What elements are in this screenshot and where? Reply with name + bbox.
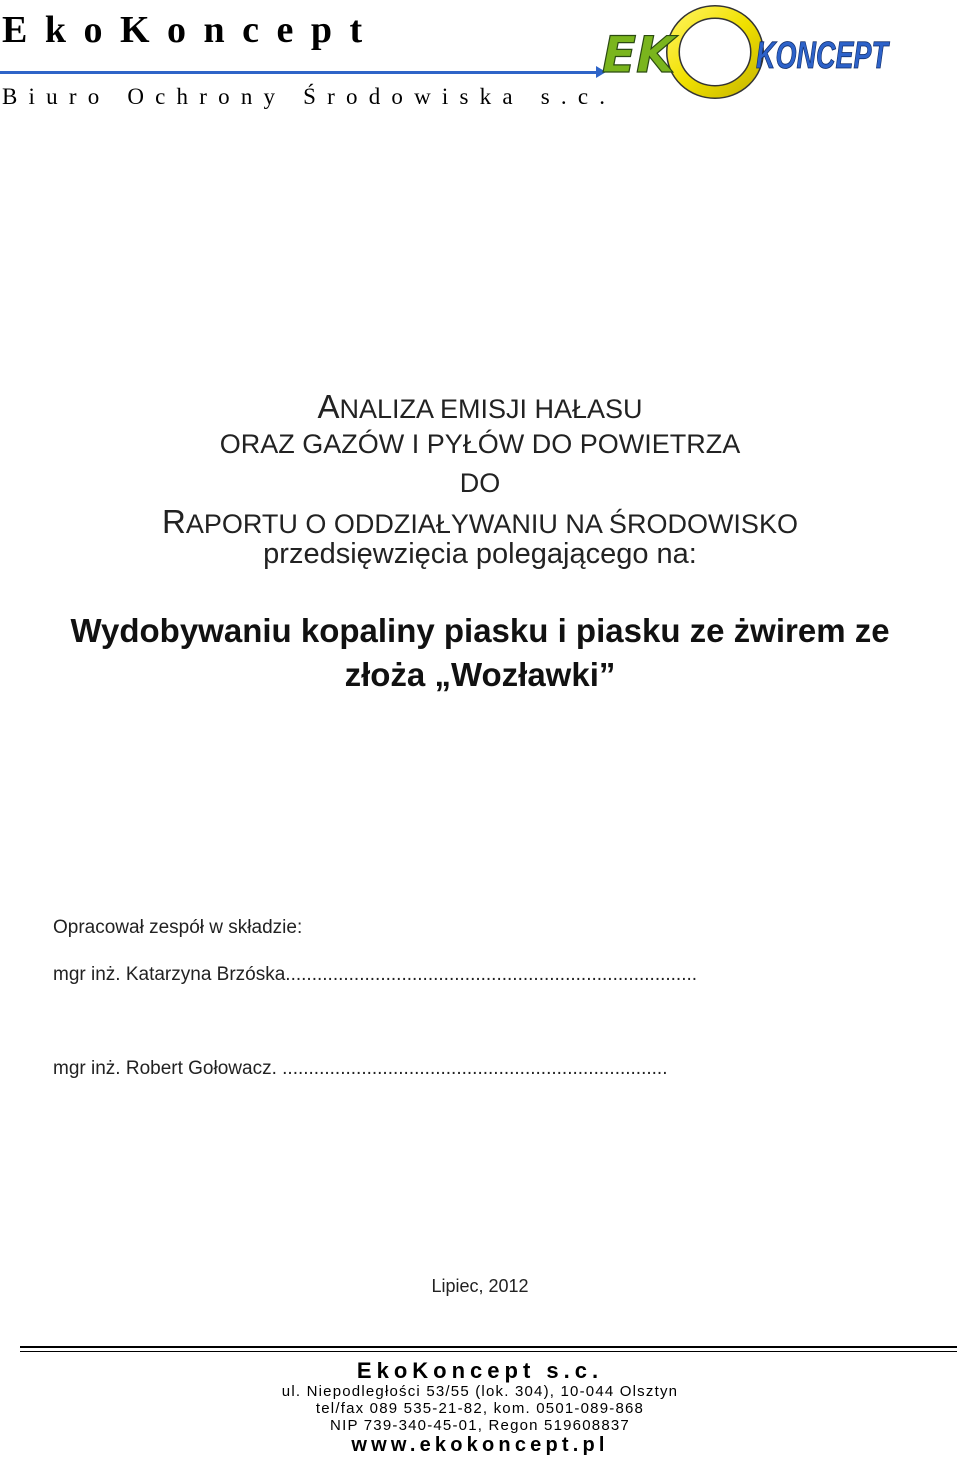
ekokoncept-logo [598, 2, 892, 102]
footer-divider-thick [20, 1346, 957, 1348]
authors-heading: Opracował zespół w składzie: [53, 917, 303, 938]
company-subtitle: Biuro Ochrony Środowiska s.c. [2, 84, 617, 109]
title-line-4: RAPORTU O ODDZIAŁYWANIU NA ŚRODOWISKO [162, 503, 798, 540]
footer-phones: tel/fax 089 535-21-82, kom. 0501-089-868 [315, 1400, 645, 1417]
footer-company: EkoKoncept s.c. [356, 1358, 604, 1383]
logo-text-ek: EK [602, 26, 675, 84]
title-line-3: DO [459, 468, 501, 498]
footer-website[interactable]: www.ekokoncept.pl [351, 1434, 609, 1456]
company-title: EkoKoncept [2, 9, 380, 51]
footer-ids: NIP 739-340-45-01, Regon 519608837 [330, 1417, 630, 1434]
author-2: mgr inż. Robert Gołowacz. ......................................................................... [53, 1058, 668, 1079]
project-name-line-2: złoża „Wozławki” [344, 656, 616, 693]
logo-text-koncept: KONCEPT [756, 35, 890, 77]
footer-divider-thin [20, 1351, 957, 1352]
title-line-2: ORAZ GAZÓW I PYŁÓW DO POWIETRZA [219, 429, 741, 459]
author-1: mgr inż. Katarzyna Brzóska.............................................................................. [53, 964, 698, 985]
project-name-line-1: Wydobywaniu kopaliny piasku i piasku ze żwirem ze [70, 612, 890, 649]
header-divider [0, 71, 600, 74]
footer-address: ul. Niepodległości 53/55 (lok. 304), 10-044 Olsztyn [281, 1383, 679, 1400]
title-line-5: przedsięwzięcia polegającego na: [263, 538, 697, 570]
title-line-1: ANALIZA EMISJI HAŁASU [317, 388, 643, 425]
document-date: Lipiec, 2012 [431, 1276, 529, 1296]
